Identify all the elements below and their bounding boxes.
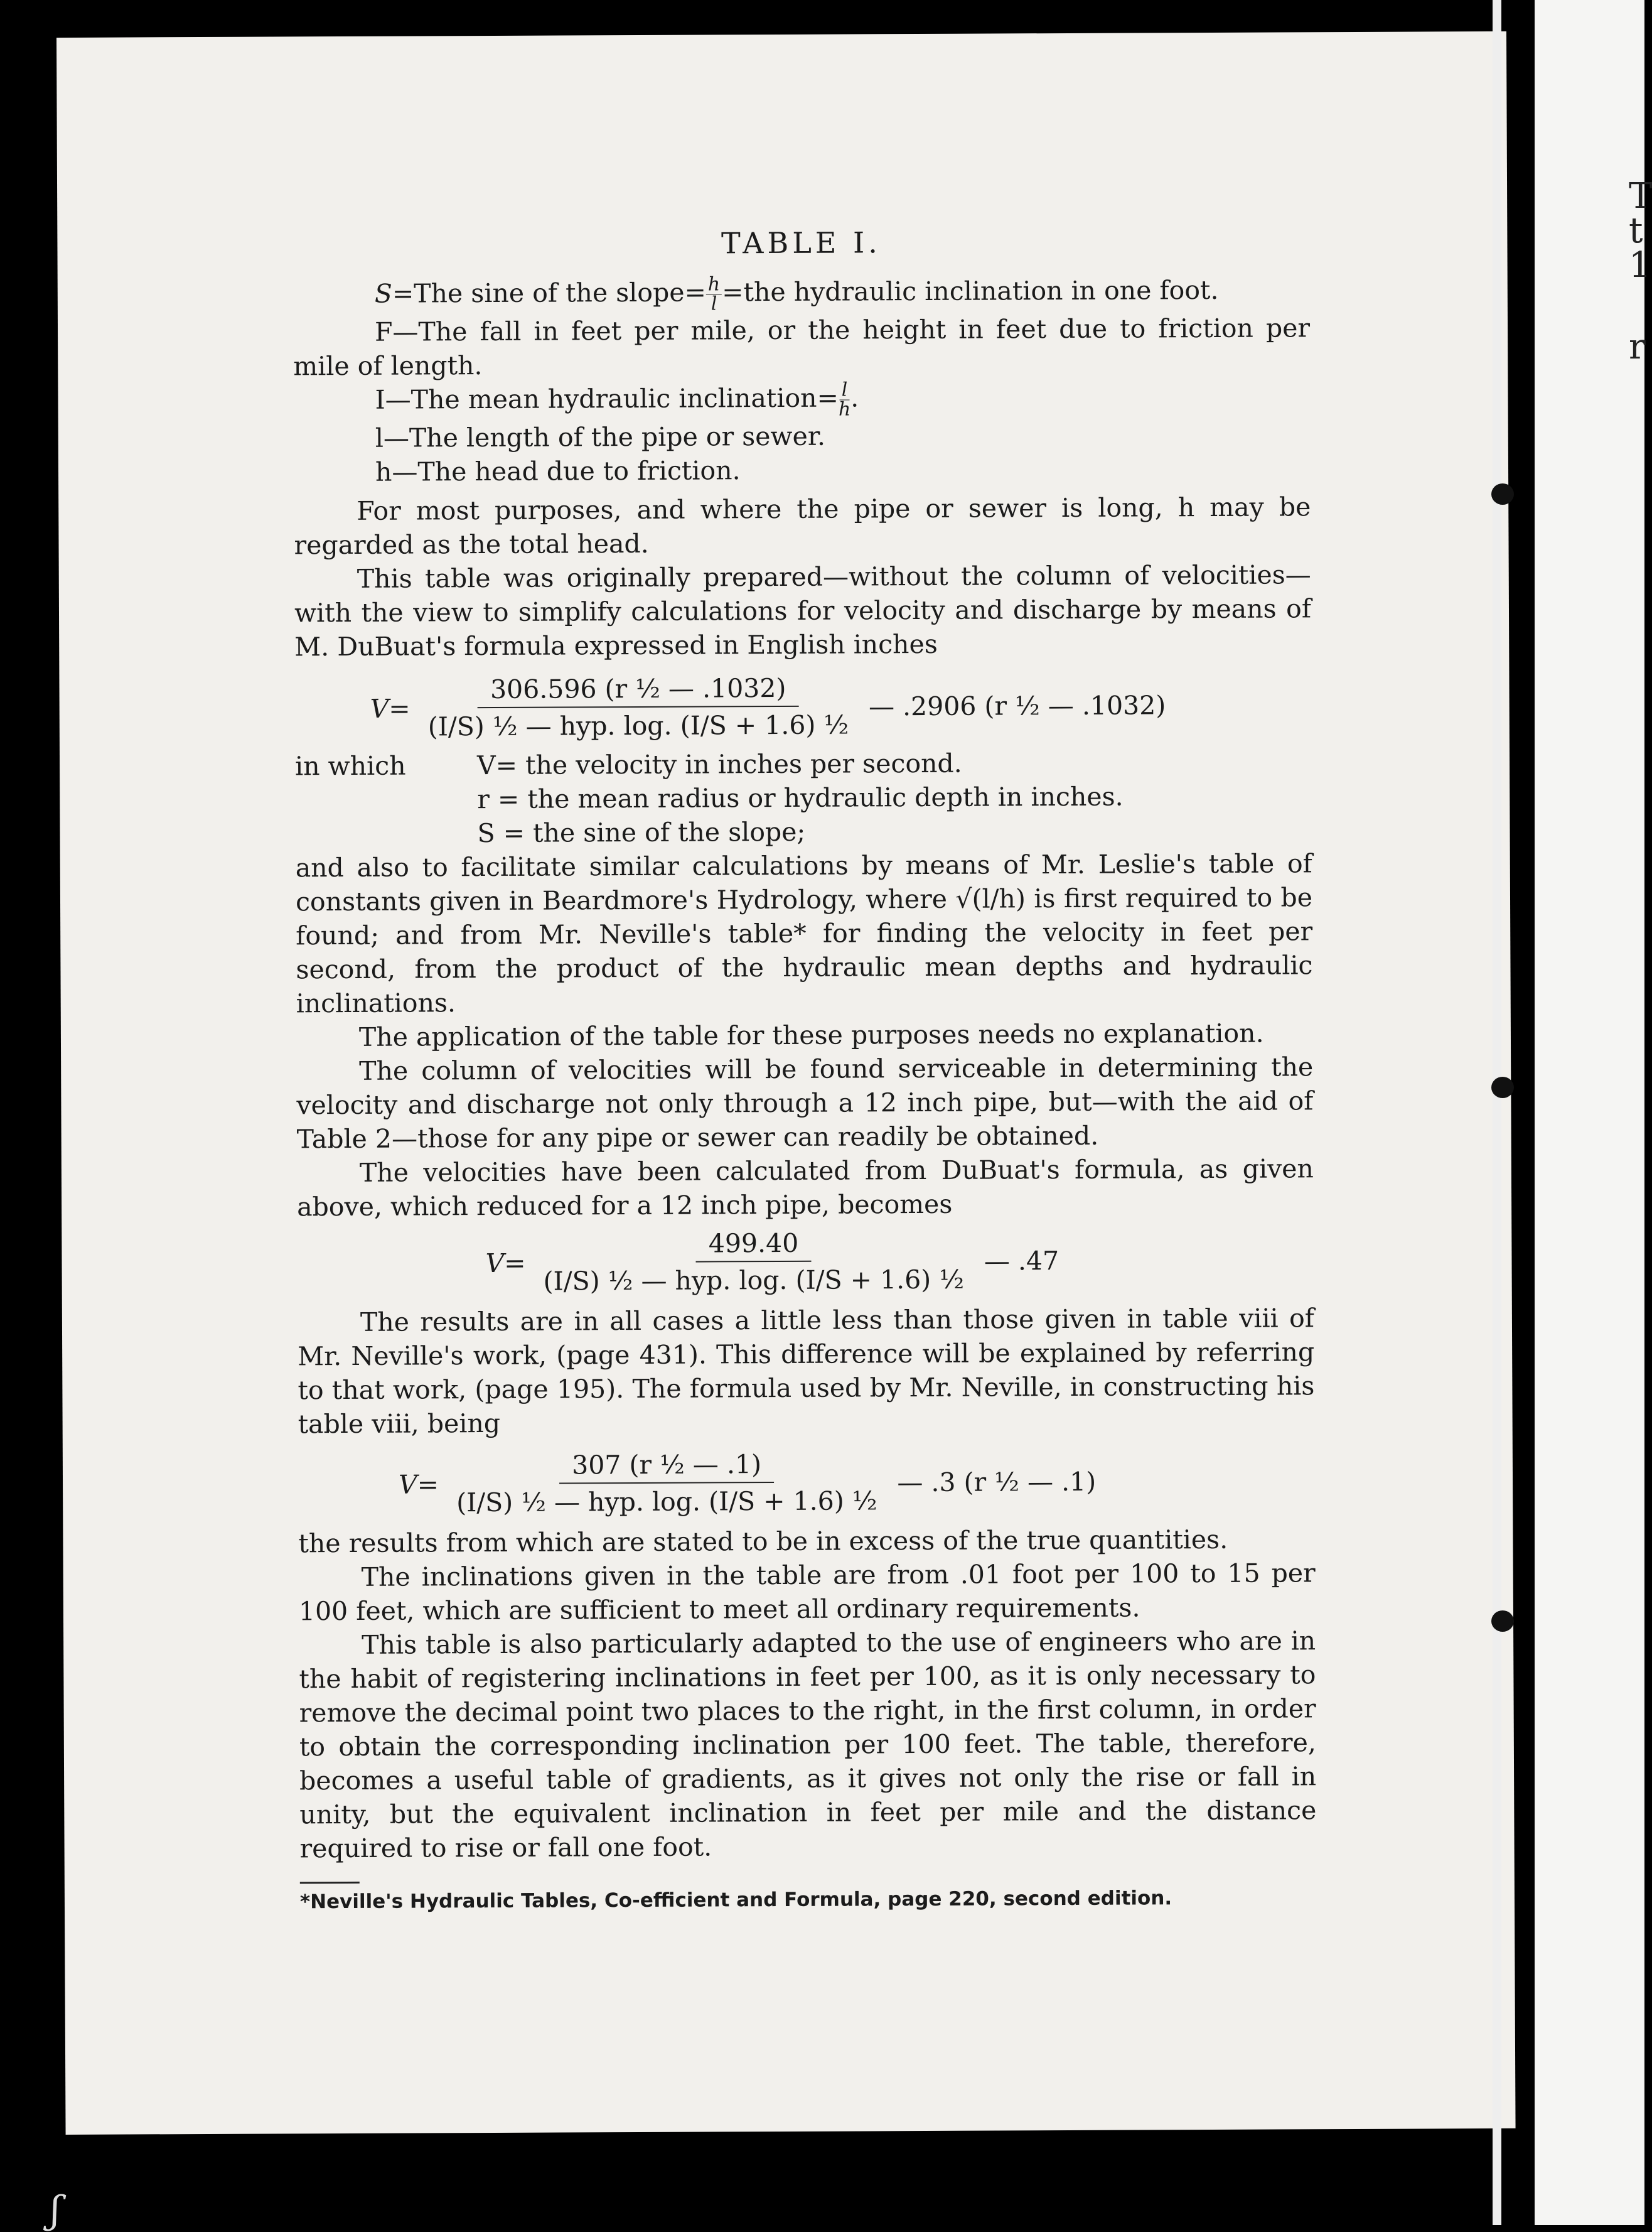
adjacent-page-fragment: 1 — [1629, 245, 1651, 286]
paragraph: For most purposes, and where the pipe or sewer is long, h may be regarded as the total head. — [294, 492, 1311, 561]
formula-dubuat — [370, 668, 1311, 745]
definition-i-pre: I—The mean hydraulic inclination= — [375, 382, 839, 415]
square-root-expression: √(l/h) — [955, 883, 1026, 914]
definition-f: F—The fall in feet per mile, or the height in feet due to friction per mile of length. — [293, 313, 1311, 382]
formula-denominator: (I/S) ½ — hyp. log. (I/S + 1.6) ½ — [543, 1264, 965, 1297]
formula-numerator: 306.596 (r ½ — .1032) — [478, 671, 799, 708]
formula-denominator: (I/S) ½ — hyp. log. (I/S + 1.6) ½ — [456, 1485, 877, 1518]
variable-s: S = the sine of the slope; — [477, 816, 806, 849]
formula-tail: — .2906 (r ½ — .1032) — [868, 690, 1166, 722]
adjacent-page-fragment: t — [1629, 210, 1643, 251]
fraction-numerator: l — [840, 380, 850, 400]
paragraph: This table was originally prepared—without the column of velocities—with the view to simplify calculations for velocity and discharge by means of M. DuBuat's formula expressed in English inches — [294, 559, 1312, 662]
variable-r: r = the mean radius or hydraulic depth in inches. — [477, 781, 1124, 815]
definition-h: h—The head due to friction. — [375, 455, 741, 487]
binding-thread — [1491, 483, 1514, 505]
definition-s-post: =the hydraulic inclination in one foot. — [722, 274, 1219, 308]
formula-12-inch — [485, 1223, 1314, 1300]
formula-lhs: V= — [485, 1248, 526, 1279]
adjacent-page-edge — [1535, 0, 1652, 2225]
paragraph: The application of the table for these purposes needs no explanation. — [358, 1018, 1264, 1052]
binding-thread — [1491, 1610, 1514, 1632]
paragraph — [296, 846, 1313, 1020]
paragraph-part: and also to facilitate similar calculations by means of Mr. Leslie's table of constants given in Beardmore's Hydrology, where — [295, 848, 1312, 917]
fraction-numerator: h — [706, 275, 722, 294]
fraction-h-over-l — [706, 275, 722, 313]
footnote-rule — [300, 1882, 360, 1884]
paragraph: The results are in all cases a little less than those given in table viii of Mr. Neville's work, (page 431). This difference will be explained by referring to that work, (page 195). The formula used by Mr. Neville, in constructing his table viii, being — [298, 1303, 1315, 1440]
formula-fraction — [530, 1225, 977, 1300]
formula-denominator: (I/S) ½ — hyp. log. (I/S + 1.6) ½ — [427, 709, 849, 742]
formula-numerator: 307 (r ½ — .1) — [559, 1447, 774, 1484]
footnote: *Neville's Hydraulic Tables, Co-efficient and Formula, page 220, second edition. — [299, 1887, 1172, 1914]
symbol-s: S — [374, 278, 392, 309]
variable-v: V= the velocity in inches per second. — [476, 748, 962, 781]
formula-numerator: 499.40 — [696, 1226, 812, 1263]
paragraph: The inclinations given in the table are from .01 foot per 100 to 15 per 100 feet, which are sufficient to meet all ordinary requirements. — [298, 1558, 1316, 1627]
definition-s-mid: =The sine of the slope= — [392, 277, 707, 309]
fraction-denominator: l — [711, 293, 717, 315]
paragraph: The column of velocities will be found serviceable in determining the velocity and discharge not only through a 12 inch pipe, but—with the aid of Table 2—those for any pipe or sewer can readily be obtained. — [296, 1052, 1314, 1155]
definition-i-post: . — [850, 382, 859, 413]
variable-list — [295, 745, 1312, 851]
binding-thread — [1491, 1077, 1514, 1098]
in-which-label: in which — [294, 750, 406, 782]
margin-mark: ʃ — [50, 2188, 61, 2232]
formula-lhs: V= — [398, 1469, 439, 1500]
formula-tail: — .47 — [984, 1246, 1059, 1276]
definition-i — [293, 379, 1310, 421]
formula-fraction — [444, 1446, 890, 1521]
fraction-denominator: h — [838, 398, 851, 421]
definition-s — [293, 272, 1310, 315]
definition-l: l—The length of the pipe or sewer. — [375, 421, 826, 453]
adjacent-page-fragment: r — [1629, 326, 1646, 367]
formula-lhs: V= — [370, 693, 410, 724]
formula-neville — [399, 1444, 1315, 1521]
paragraph-part: is first required to be found; and from Mr. Neville's table* for finding the velocity in feet per second, from the product of the hydraulic mean depths and hydraulic inclinations. — [296, 882, 1313, 1019]
formula-tail: — .3 (r ½ — .1) — [897, 1466, 1097, 1498]
page-binding — [1493, 0, 1501, 2225]
page-title: TABLE I. — [721, 225, 881, 261]
page-content — [292, 224, 1317, 1919]
paragraph: This table is also particularly adapted to the use of engineers who are in the habit of registering inclinations in feet per 100, as it is only necessary to remove the decimal point two places to the right, in the first column, in order to obtain the corresponding inclination per 100 feet. The table, therefore, becomes a useful table of gradients, as it gives not only the rise or fall in unity, but the equivalent inclination in feet per mile and the distance required to rise or fall one foot. — [299, 1625, 1317, 1864]
formula-fraction — [415, 670, 861, 745]
fraction-l-over-h — [839, 380, 851, 419]
book-page — [56, 31, 1516, 2135]
paragraph: the results from which are stated to be in excess of the true quantities. — [298, 1524, 1228, 1559]
adjacent-page-fragment: T — [1629, 176, 1652, 217]
paragraph: The velocities have been calculated from DuBuat's formula, as given above, which reduced for a 12 inch pipe, becomes — [297, 1153, 1314, 1222]
